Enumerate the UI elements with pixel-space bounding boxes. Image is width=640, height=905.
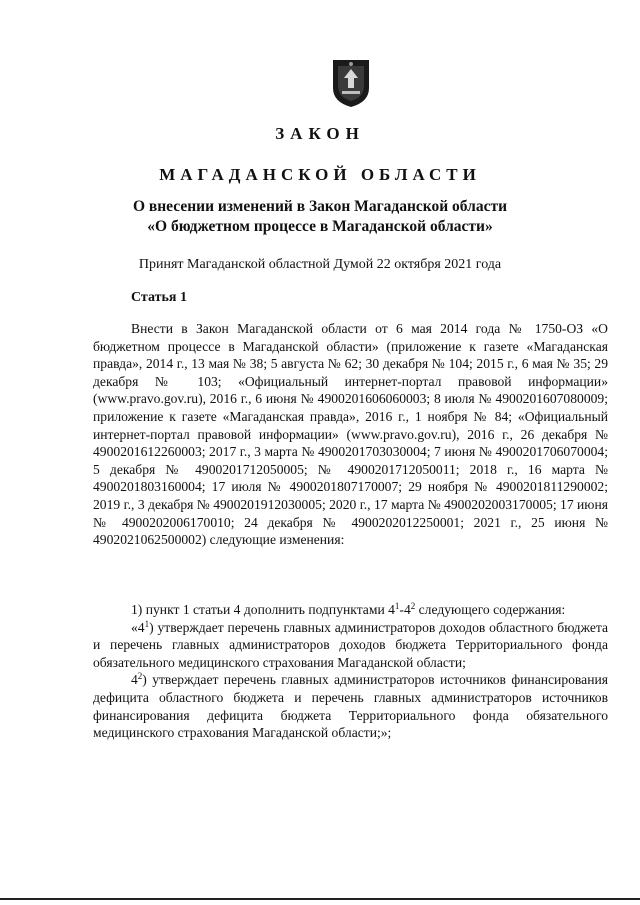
item-1 [93, 601, 608, 619]
subitem-4-2-sup: 2 [137, 671, 143, 682]
subitem-4-2-text-a: 4 [131, 672, 138, 688]
subitem-4-1 [93, 619, 608, 672]
law-subtitle [0, 197, 640, 237]
article-heading: Статья 1 [131, 290, 187, 305]
adoption-date: Принят Магаданской областной Думой 22 октября 2021 года [138, 257, 502, 272]
intro-paragraph: Внести в Закон Магаданской области от 6 мая 2014 года № 1750-ОЗ «О бюджетном процессе в Магаданской области» (приложение к газете «Магаданская правда», 2014 г., 13 мая № 38; 5 августа № 62; 30 декабря № 104; 2015 г., 6 мая № 35; 29 декабря № 103; «Официальный интернет-портал правовой информации» (www.pravo.gov.ru), 2016 г., 6 июня № 4900201606060003; 8 июля № 4900201607080009; приложение к газете «Магаданская правда», 2016 г., 1 ноября № 84; «Официальный интернет-портал правовой информации» (www.pravo.gov.ru), 2016 г., 26 декабря № 4900201612260003; 2017 г., 3 марта № 4900201703030004; 7 июня № 4900201706070004; 5 декабря № 4900201712050005; № 4900201712050011; 2018 г., 16 марта № 4900201803160004; 17 июля № 4900201807170007; 29 ноября № 4900201811290002; 2019 г., 3 декабря № 4900201912030005; 2020 г., 17 марта № 4900202003170005; 17 июня № 4900202006170010; 24 декабря № 4900202012250001; 2021 г., 25 июня № 4902021062500002) следующие изменения: [93, 321, 608, 548]
item-1-text-c: следующего содержания: [415, 602, 566, 617]
subitem-4-2 [93, 671, 608, 741]
subtitle-line-2: «О бюджетном процессе в Магаданской области» [147, 218, 493, 235]
subitem-4-1-sup: 1 [144, 618, 150, 629]
subitem-4-2-text-b: ) утверждает перечень главных администраторов источников финансирования дефицита областного бюджета и перечень главных администраторов источников финансирования дефицита бюджета Территориального фонда обязательного медицинского страхования Магаданской области;»; [93, 672, 608, 741]
subitem-4-1-text-a: «4 [131, 619, 145, 635]
item-1-text-b: -4 [399, 602, 411, 617]
coat-of-arms-icon [330, 58, 372, 108]
region-title: МАГАДАНСКОЙ ОБЛАСТИ [159, 165, 481, 184]
page-bottom-rule [0, 898, 640, 900]
item-1-sup-1: 1 [394, 601, 400, 611]
item-1-sup-2: 2 [410, 601, 416, 611]
item-1-text-a: 1) пункт 1 статьи 4 дополнить подпунктами 4 [131, 602, 395, 617]
subtitle-line-1: О внесении изменений в Закон Магаданской области [132, 198, 508, 215]
subitem-4-1-text-b: ) утверждает перечень главных администраторов доходов областного бюджета и перечень главных администраторов доходов бюджета Территориального фонда обязательного медицинского страхования Магаданской области; [93, 619, 608, 670]
amendment-items [93, 601, 608, 742]
law-title: ЗАКОН [275, 124, 365, 143]
article-intro [93, 320, 608, 549]
